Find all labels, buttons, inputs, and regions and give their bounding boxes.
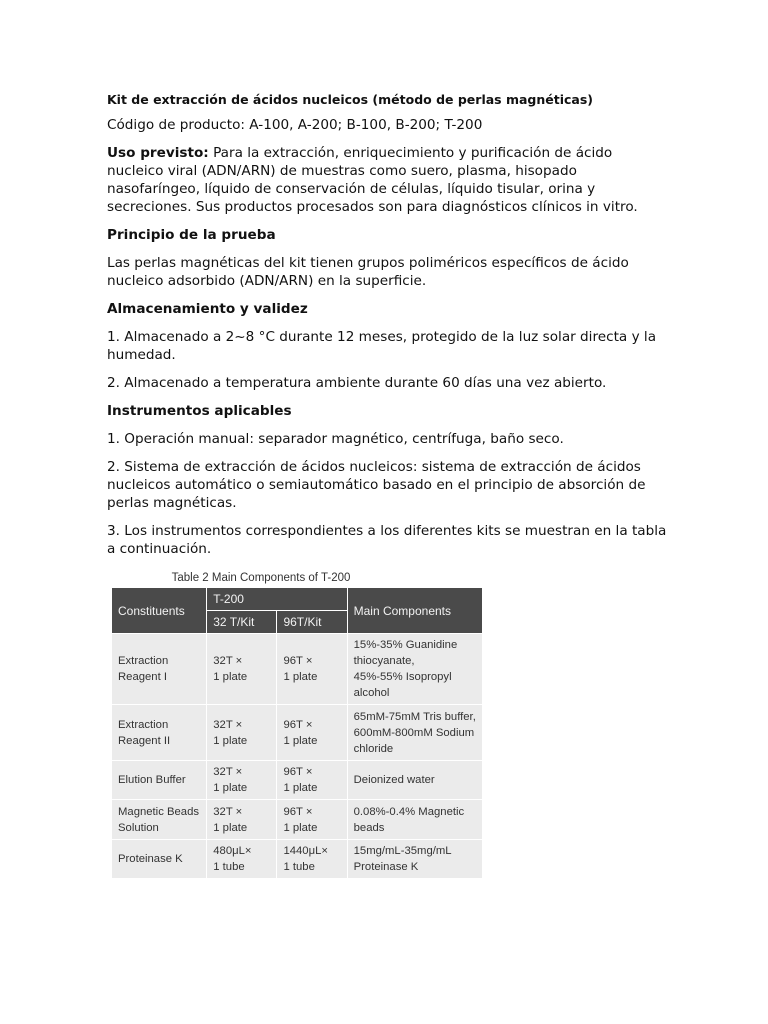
cell-96-kit: 96T × 1 plate <box>277 705 347 761</box>
cell-constituent: Magnetic Beads Solution <box>112 800 207 840</box>
cell-32-kit: 32T × 1 plate <box>207 761 277 800</box>
table-row <box>112 761 483 800</box>
cell-32-kit: 32T × 1 plate <box>207 705 277 761</box>
cell-32-kit: 32T × 1 plate <box>207 800 277 840</box>
intended-use-text: Para la extracción, enriquecimiento y purificación de ácido nucleico viral (ADN/ARN) de muestras como suero, plasma, hisopado nasofaríngeo, líquido de conservación de células, líquido tisular, orina y secreciones. Sus productos procesados son para diagnósticos clínicos in vitro. <box>107 145 638 215</box>
intended-use-label: Uso previsto: <box>107 145 209 161</box>
intended-use-paragraph <box>107 144 667 216</box>
table-row <box>112 800 483 840</box>
table-body <box>112 634 483 879</box>
cell-constituent: Proteinase K <box>112 840 207 879</box>
cell-96-kit: 96T × 1 plate <box>277 761 347 800</box>
document-body <box>107 92 667 568</box>
components-table-figure <box>111 570 483 879</box>
cell-96-kit: 96T × 1 plate <box>277 800 347 840</box>
cell-main-components: Deionized water <box>347 761 482 800</box>
cell-96-kit: 1440μL× 1 tube <box>277 840 347 879</box>
storage-item-1: 1. Almacenado a 2~8 °C durante 12 meses, protegido de la luz solar directa y la humedad. <box>107 329 657 363</box>
cell-constituent: Elution Buffer <box>112 761 207 800</box>
header-32-kit: 32 T/Kit <box>207 611 277 634</box>
cell-main-components: 0.08%-0.4% Magnetic beads <box>347 800 482 840</box>
instruments-heading: Instrumentos aplicables <box>107 403 292 419</box>
header-constituents: Constituents <box>112 588 207 634</box>
principle-heading: Principio de la prueba <box>107 227 276 243</box>
cell-main-components: 65mM-75mM Tris buffer, 600mM-800mM Sodium chloride <box>347 705 482 761</box>
instruments-item-3: 3. Los instrumentos correspondientes a los diferentes kits se muestran en la tabla a continuación. <box>107 523 667 557</box>
principle-text: Las perlas magnéticas del kit tienen grupos poliméricos específicos de ácido nucleico adsorbido (ADN/ARN) en la superficie. <box>107 255 629 289</box>
header-main-components: Main Components <box>347 588 482 634</box>
table-row <box>112 705 483 761</box>
table-row <box>112 840 483 879</box>
cell-constituent: Extraction Reagent II <box>112 705 207 761</box>
instruments-item-1: 1. Operación manual: separador magnético, centrífuga, baño seco. <box>107 431 564 447</box>
header-96-kit: 96T/Kit <box>277 611 347 634</box>
cell-main-components: 15mg/mL-35mg/mL Proteinase K <box>347 840 482 879</box>
cell-constituent: Extraction Reagent I <box>112 634 207 705</box>
cell-96-kit: 96T × 1 plate <box>277 634 347 705</box>
cell-32-kit: 32T × 1 plate <box>207 634 277 705</box>
cell-main-components: 15%-35% Guanidine thiocyanate, 45%-55% Isopropyl alcohol <box>347 634 482 705</box>
table-row <box>112 634 483 705</box>
table-header-row <box>112 588 483 611</box>
document-title: Kit de extracción de ácidos nucleicos (método de perlas magnéticas) <box>107 92 593 107</box>
storage-item-2: 2. Almacenado a temperatura ambiente durante 60 días una vez abierto. <box>107 375 607 391</box>
product-code: Código de producto: A-100, A-200; B-100, B-200; T-200 <box>107 117 483 133</box>
storage-heading: Almacenamiento y validez <box>107 301 308 317</box>
instruments-item-2: 2. Sistema de extracción de ácidos nucleicos: sistema de extracción de ácidos nucleicos automático o semiautomático basado en el principio de absorción de perlas magnéticas. <box>107 459 646 511</box>
components-table <box>111 587 483 879</box>
table-caption: Table 2 Main Components of T-200 <box>171 572 351 584</box>
header-t200: T-200 <box>207 588 347 611</box>
cell-32-kit: 480μL× 1 tube <box>207 840 277 879</box>
